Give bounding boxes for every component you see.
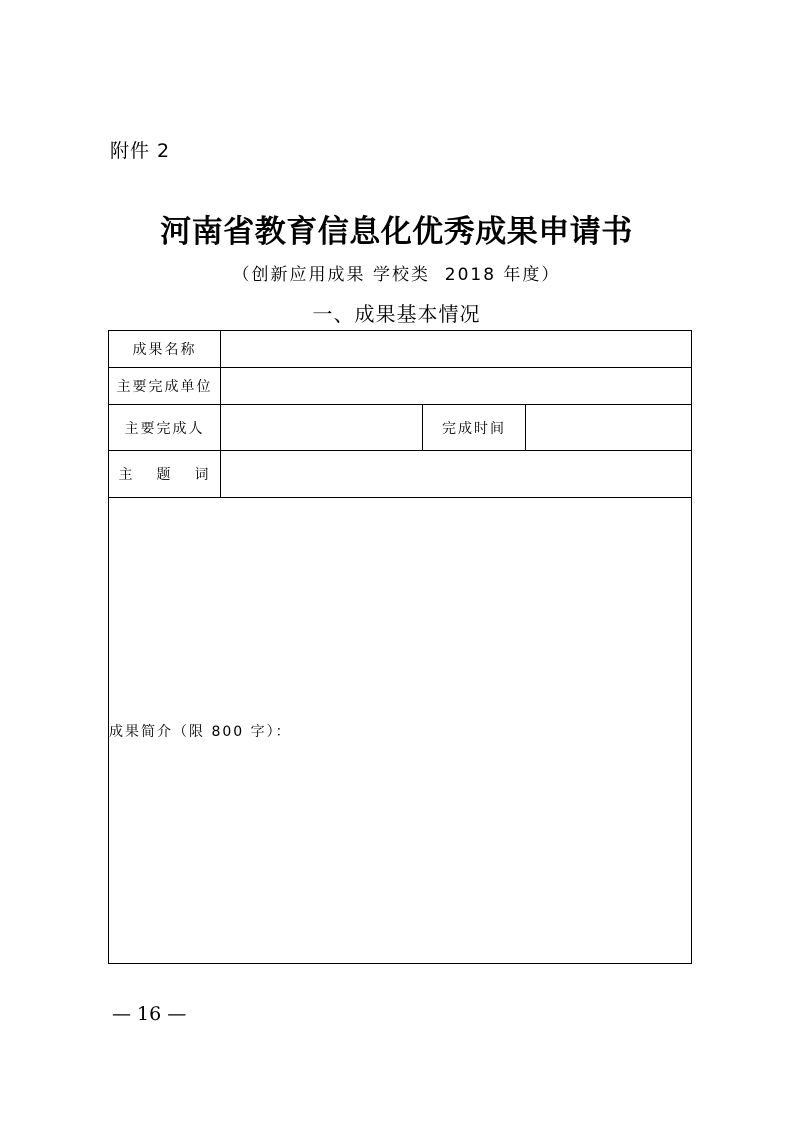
keywords-label-char-2: 题 xyxy=(156,467,173,483)
form-row-main-person xyxy=(109,405,692,451)
main-person-field[interactable] xyxy=(221,405,423,451)
section-heading: 一、成果基本情况 xyxy=(312,302,481,326)
main-unit-field[interactable] xyxy=(221,368,692,405)
completion-time-field[interactable] xyxy=(526,405,692,451)
page-number: — 16 — xyxy=(112,1003,187,1025)
summary-label: 成果简介（限 800 字）： xyxy=(109,723,292,740)
main-unit-label: 主要完成单位 xyxy=(109,368,221,405)
document-subtitle: （创新应用成果 学校类 2018 年度） xyxy=(232,265,561,285)
keywords-field[interactable] xyxy=(221,451,692,498)
summary-field[interactable] xyxy=(109,498,692,964)
main-person-label: 主要完成人 xyxy=(109,405,221,451)
form-row-keywords xyxy=(109,451,692,498)
attachment-label: 附件 2 xyxy=(110,140,171,162)
completion-time-label: 完成时间 xyxy=(423,405,526,451)
keywords-label-char-1: 主 xyxy=(118,467,135,483)
keywords-label-char-3: 词 xyxy=(194,467,211,483)
form-row-main-unit xyxy=(109,368,692,405)
document-title: 河南省教育信息化优秀成果申请书 xyxy=(160,214,633,250)
achievement-name-field[interactable] xyxy=(221,331,692,368)
application-form-table xyxy=(108,330,692,964)
form-row-summary xyxy=(109,498,692,964)
achievement-name-label: 成果名称 xyxy=(109,331,221,368)
form-row-achievement-name xyxy=(109,331,692,368)
keywords-label xyxy=(109,451,221,498)
